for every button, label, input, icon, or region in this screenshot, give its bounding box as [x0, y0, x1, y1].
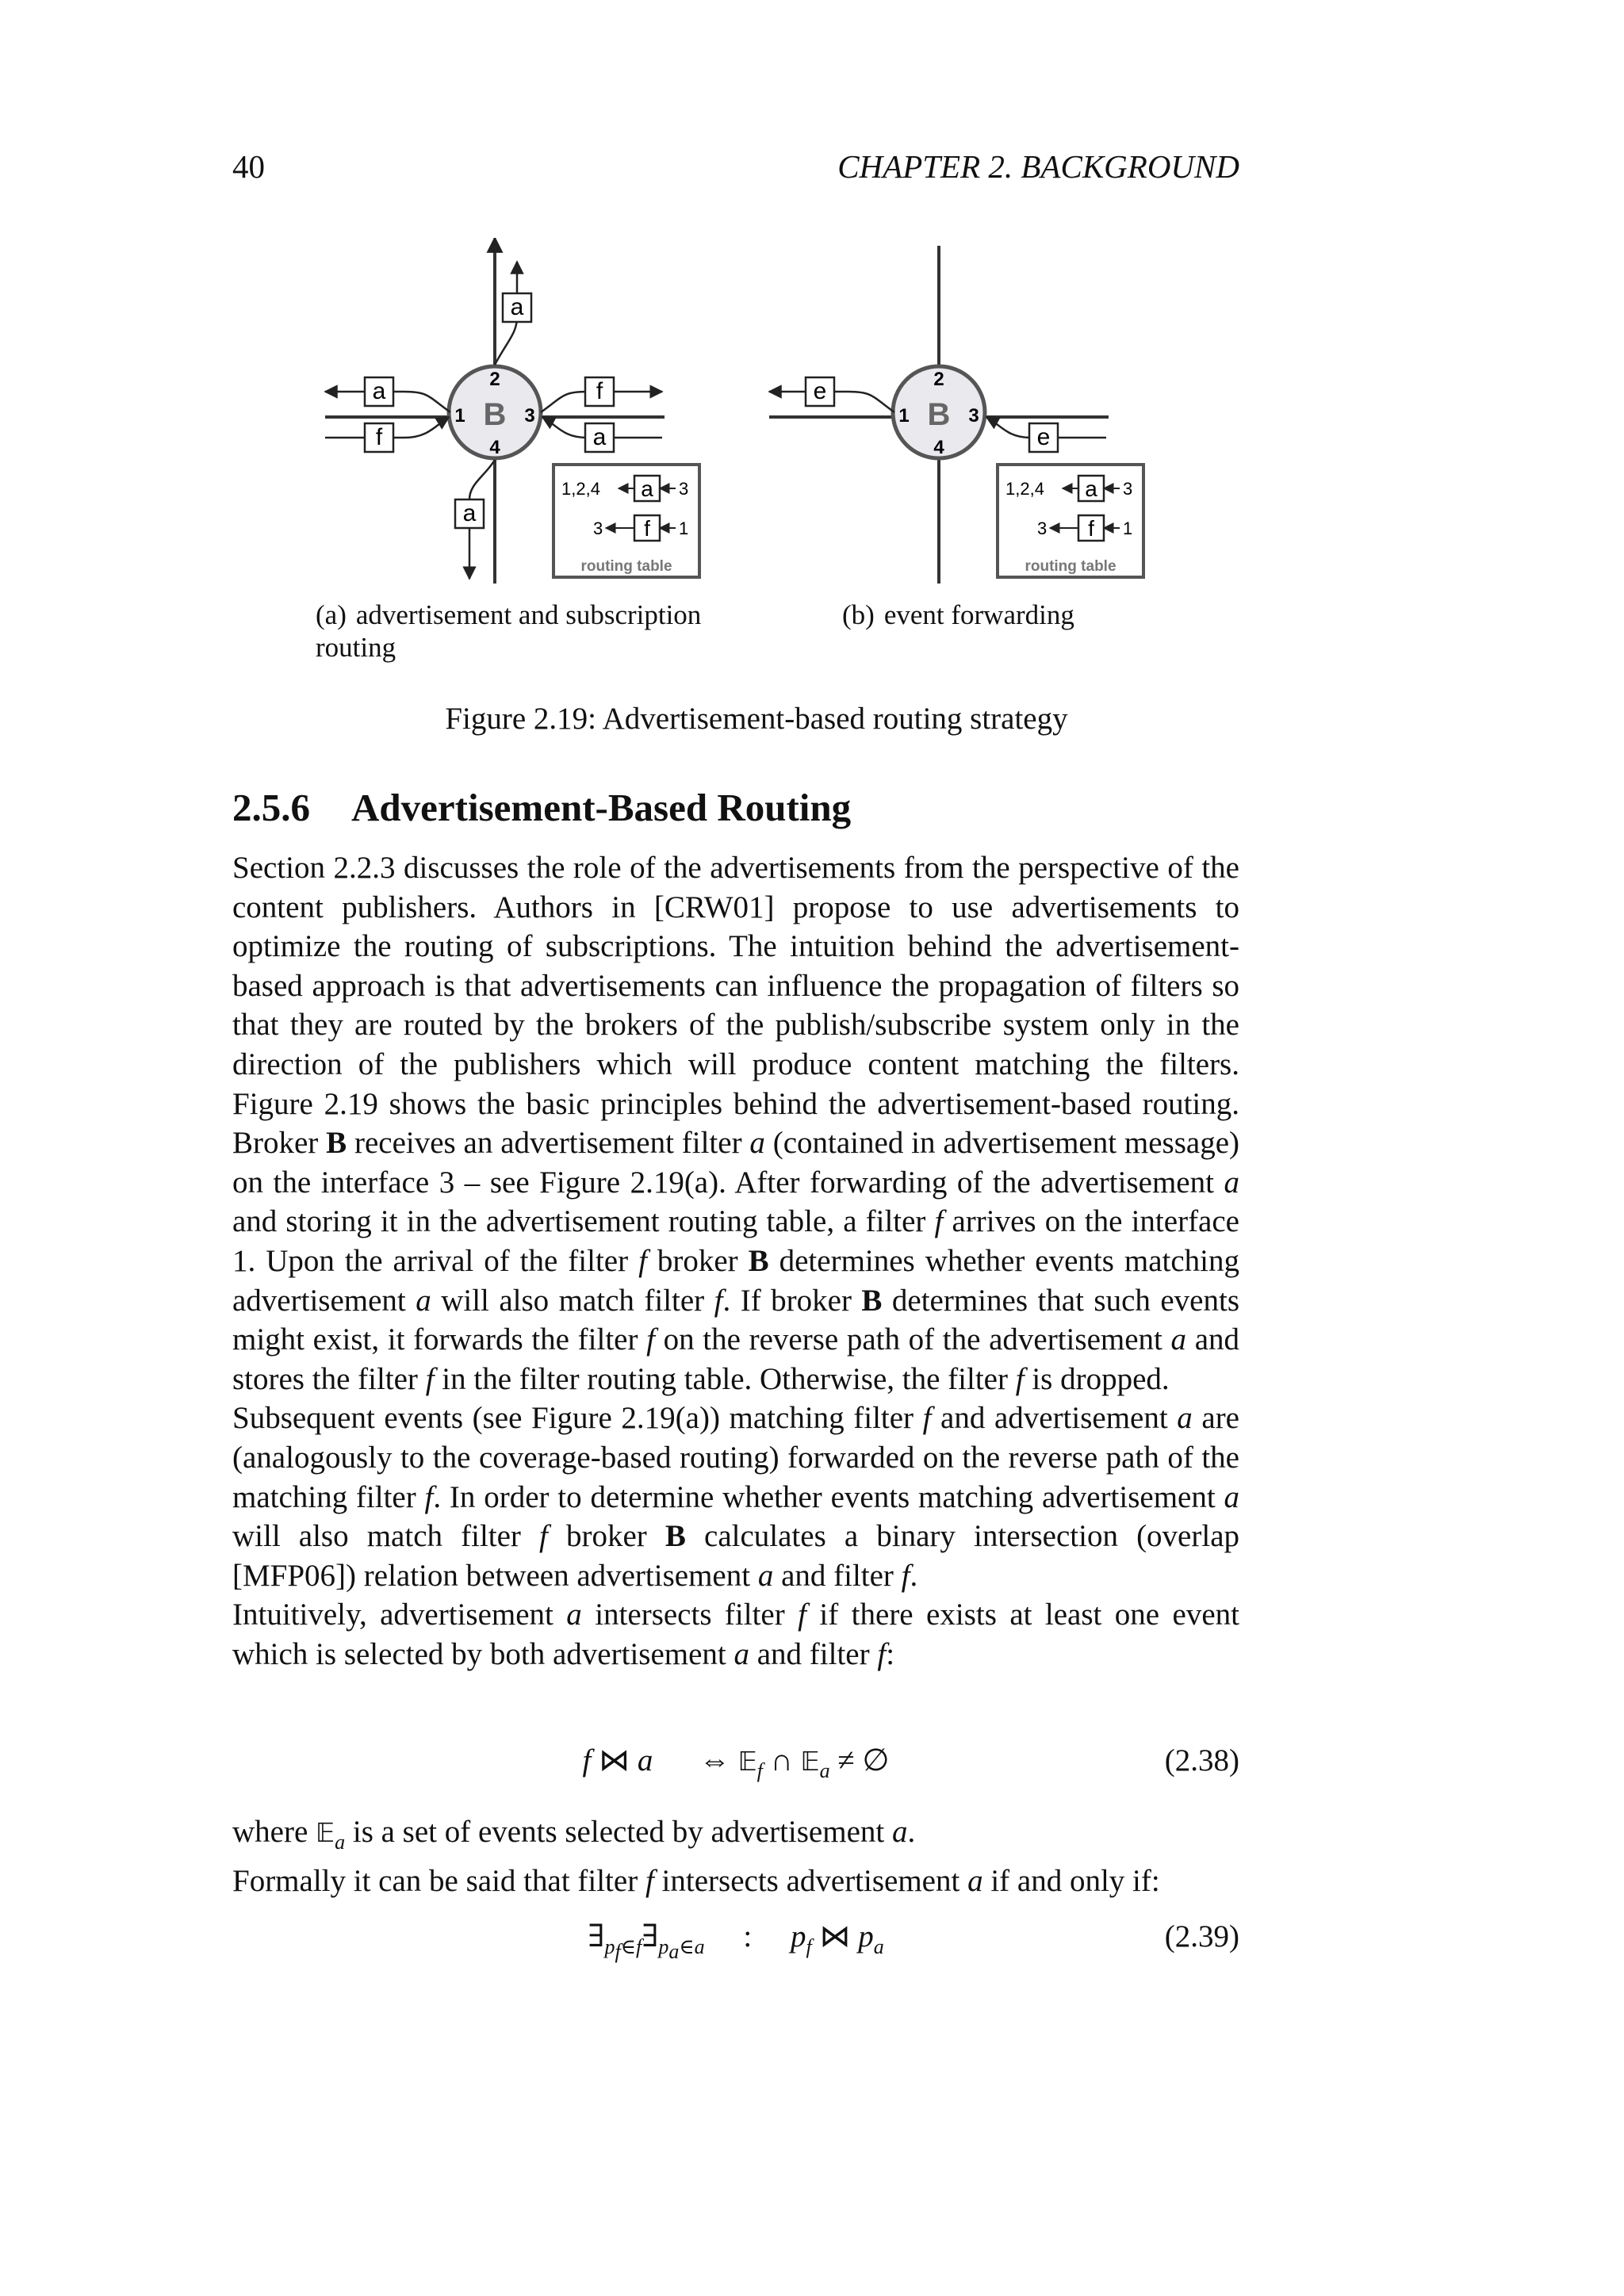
diagram-a [325, 238, 699, 584]
body-text [232, 848, 1239, 1674]
port-label: 3 [968, 405, 979, 427]
subcaption-a-label: (a) [316, 599, 347, 630]
paragraph: Section 2.2.3 discusses the role of the advertisements from the perspective of the content publishers. Authors in [CRW01] propose to use advertisements to optimize the routing of subscriptions. The intuition behind the advertisement-based approach is that advertisements can influence the propagation of filters so that they are routed by the brokers of the publish/subscribe system only in the direction of the publishers which will produce content matching the filters. Figure 2.19 shows the basic principles behind the advertisement-based routing. Broker B receives an advertisement filter a (contained in advertisement message) on the interface 3 – see Figure 2.19(a). After forwarding of the advertisement a and storing it in the advertisement routing table, a filter f arrives on the interface 1. Upon the arrival of the filter f broker B determines whether events matching advertisement a will also match filter f. If broker B determines that such events might exist, it forwards the filter f on the reverse path of the advertisement a and stores the filter f in the filter routing table. Otherwise, the filter f is dropped. [232, 851, 1240, 1396]
section-title: Advertisement-Based Routing [351, 786, 852, 829]
equation-number: (2.38) [1164, 1743, 1239, 1777]
equation-formula: $\exists_{p_f\in f}\exists_{p_a\in a}$ : $p_f$ ⋈ $p_a$ [588, 1919, 884, 1963]
page-number: 40 [232, 148, 265, 185]
table-dest: 1,2,4 [1005, 479, 1044, 499]
message-box: e [1036, 424, 1051, 450]
port-label: 2 [933, 369, 944, 390]
port-label: 3 [524, 405, 535, 427]
broker-label: B [927, 397, 951, 432]
message-box: a [462, 500, 477, 526]
paragraph: Subsequent events (see Figure 2.19(a)) matching filter f and advertisement a are (analogously to the coverage-based routing) forwarded on the reverse path of the matching filter f. In order to determine whether events matching advertisement a will also match filter f broker B calculates a binary intersection (overlap [MFP06]) relation between advertisement a and filter f. [232, 1401, 1240, 1593]
table-filter: a [1085, 476, 1097, 501]
running-chapter-title: CHAPTER 2. BACKGROUND [837, 148, 1239, 185]
subcaption-b-text: event forwarding [883, 599, 1074, 630]
table-title: routing table [1025, 558, 1116, 575]
subcaption-a-text: advertisement and subscription routing [316, 599, 702, 663]
paragraph: where 𝔼$_a$ is a set of events selected by advertisement a. [232, 1815, 916, 1854]
port-label: 2 [489, 369, 500, 390]
broker-label: B [483, 397, 507, 432]
port-label: 1 [898, 405, 910, 427]
table-filter: a [641, 476, 653, 501]
table-src: 3 [1123, 479, 1133, 499]
message-box: a [592, 424, 607, 450]
table-filter: f [644, 516, 650, 541]
subcaption-a [316, 599, 728, 664]
message-box: e [813, 378, 827, 404]
subcaption-b-label: (b) [842, 599, 875, 630]
body-text-2 [232, 1812, 1239, 1901]
paragraph: Formally it can be said that filter f intersects advertisement a if and only if: [232, 1864, 1160, 1899]
port-label: 4 [489, 437, 500, 458]
table-src: 1 [679, 519, 689, 538]
equation-2-39 [232, 1919, 1239, 1963]
section-heading [232, 785, 851, 830]
table-filter: f [1088, 516, 1094, 541]
diagram-b [769, 246, 1143, 584]
figure-caption [0, 701, 1624, 737]
table-src: 1 [1123, 519, 1133, 538]
subcaption-b [842, 599, 1112, 631]
paragraph: Intuitively, advertisement a intersects filter f if there exists at least one event which is selected by both advertisement a and filter f: [232, 1598, 1239, 1671]
table-title: routing table [580, 558, 672, 575]
equation-formula: f ⋈ a ⇔ 𝔼$_f$ ∩ 𝔼$_a$ ≠ ∅ [582, 1743, 890, 1782]
figure-caption-text: Figure 2.19: Advertisement-based routing strategy [445, 702, 1068, 736]
table-dest: 1,2,4 [561, 479, 600, 499]
routing-table [553, 465, 699, 577]
port-label: 4 [933, 437, 944, 458]
routing-figure [309, 238, 1166, 587]
routing-table [998, 465, 1143, 577]
port-label: 1 [454, 405, 465, 427]
equation-number: (2.39) [1164, 1919, 1239, 1954]
message-box: f [596, 378, 603, 404]
message-box: f [375, 424, 383, 450]
section-number: 2.5.6 [232, 786, 310, 829]
message-box: a [372, 378, 386, 404]
table-src: 3 [679, 479, 689, 499]
table-dest: 3 [593, 519, 603, 538]
table-dest: 3 [1037, 519, 1048, 538]
page-header [232, 147, 1239, 189]
equation-2-38 [232, 1743, 1239, 1782]
message-box: a [510, 294, 524, 320]
